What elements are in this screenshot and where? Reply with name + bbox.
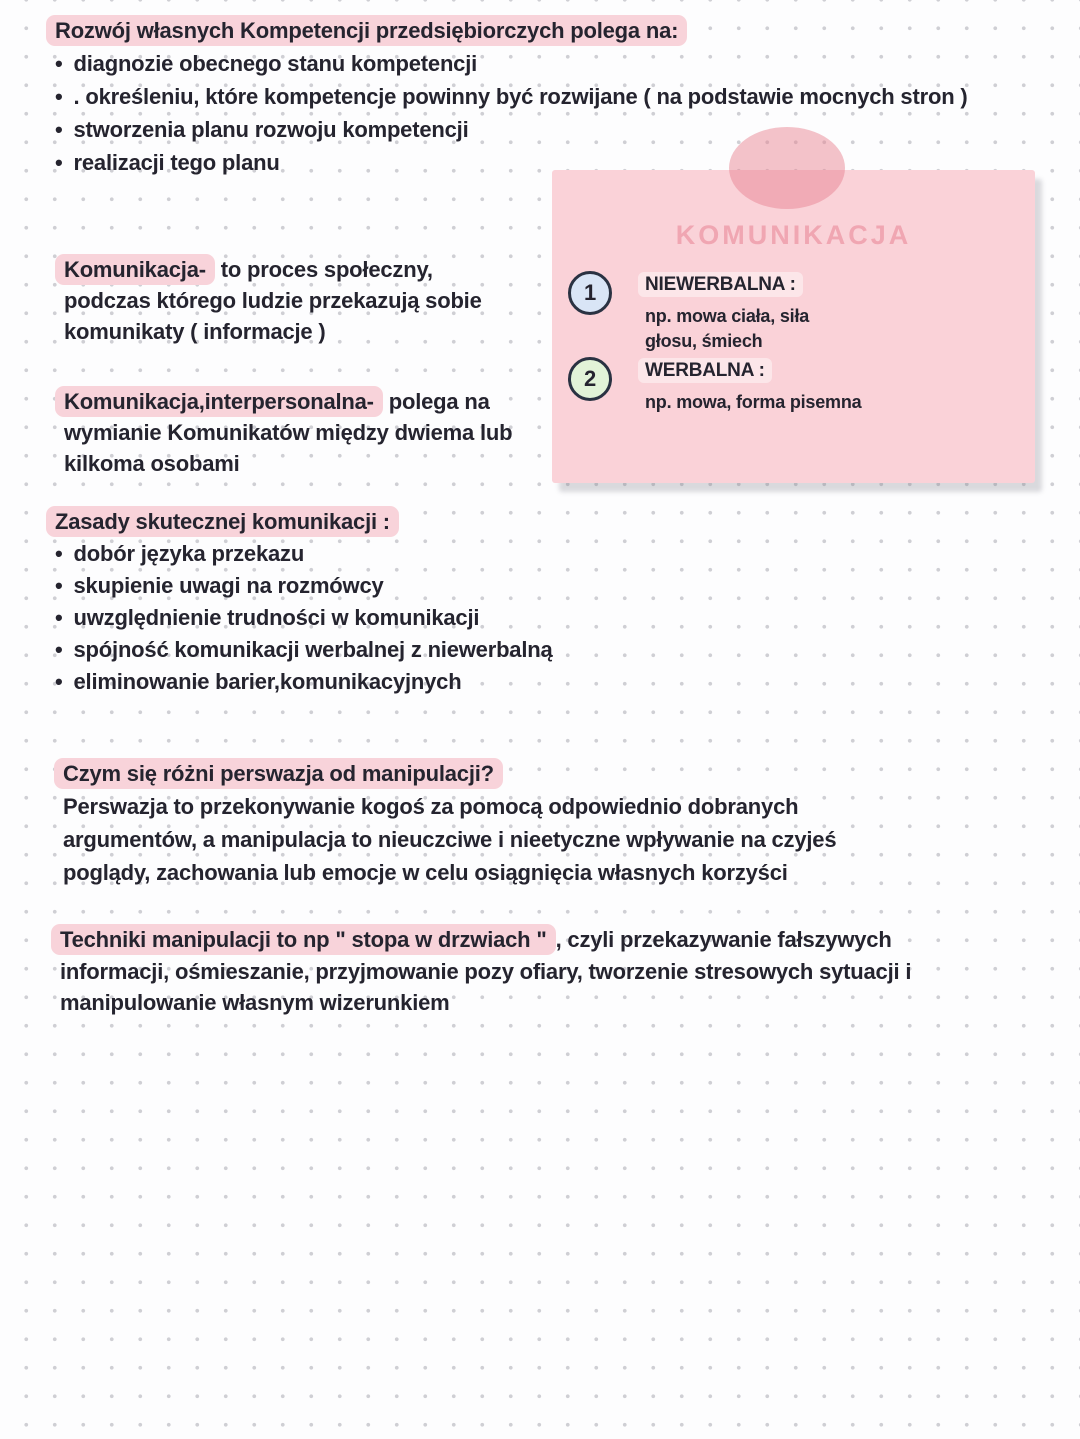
paragraph-text: , czyli przekazywanie fałszywych xyxy=(555,927,892,952)
definition-text: polega na xyxy=(382,389,490,414)
note-item-description: np. mowa ciała, siła xyxy=(645,306,810,326)
list-item-text: realizacji tego planu xyxy=(73,150,280,175)
bullet-dot: • xyxy=(55,605,63,630)
definition-line xyxy=(64,254,482,285)
communication-note-card xyxy=(552,170,1035,483)
section-heading xyxy=(63,757,836,790)
highlighted-term: Komunikacja,interpersonalna- xyxy=(55,386,383,417)
bullet-dot: • xyxy=(55,150,63,175)
note-item-label: WERBALNA : xyxy=(645,358,861,384)
section-heading xyxy=(55,14,967,47)
list-item xyxy=(55,602,553,634)
paragraph-line: Perswazja to przekonywanie kogoś za pomocą odpowiednio dobranych xyxy=(63,794,799,819)
note-item-description: głosu, śmiech xyxy=(645,330,763,351)
definition-text: to proces społeczny, xyxy=(214,257,433,282)
number-badge-2 xyxy=(568,357,612,401)
section-communication-rules xyxy=(55,506,553,698)
paragraph-line: informacji, ośmieszanie, przyjmowanie pozy ofiary, tworzenie stresowych sytuacji i xyxy=(60,958,912,984)
list-item-text: dobór języka przekazu xyxy=(73,541,305,566)
note-item-description: np. mowa, forma pisemna xyxy=(645,392,862,412)
badge-number: 1 xyxy=(583,280,597,305)
highlighted-heading: Czym się różni perswazja od manipulacji? xyxy=(54,758,503,789)
bullet-dot: • xyxy=(55,637,63,662)
highlighted-term: Komunikacja- xyxy=(55,254,215,285)
paragraph-line: manipulowanie własnym wizerunkiem xyxy=(60,990,450,1015)
bullet-dot: • xyxy=(55,541,63,566)
number-badge-1 xyxy=(568,271,612,315)
section-persuasion xyxy=(63,757,836,889)
definition-line: podczas którego ludzie przekazują sobie xyxy=(64,288,482,313)
definition-line: komunikaty ( informacje ) xyxy=(64,319,326,344)
note-item-label: NIEWERBALNA : xyxy=(645,272,809,298)
list-item-text: diagnozie obecnego stanu kompetencji xyxy=(73,51,478,76)
note-item-nonverbal xyxy=(645,272,809,353)
section-manipulation-techniques xyxy=(60,924,911,1019)
bullet-dot: • xyxy=(55,84,63,109)
section-communication-definition xyxy=(64,254,482,347)
paragraph-line: argumentów, a manipulacja to nieuczciwe i nieetyczne wpływanie na czyjeś xyxy=(63,827,837,852)
bullet-dot: • xyxy=(55,573,63,598)
list-item xyxy=(55,538,553,570)
washi-tape-ellipse xyxy=(729,127,845,209)
list-item xyxy=(55,570,553,602)
paragraph-line: poglądy, zachowania lub emocje w celu osiągnięcia własnych korzyści xyxy=(63,860,788,885)
highlighted-heading: Zasady skutecznej komunikacji : xyxy=(46,506,399,537)
section-interpersonal-definition xyxy=(64,386,512,479)
bullet-dot: • xyxy=(55,117,63,142)
list-item xyxy=(55,80,967,113)
list-item-text: eliminowanie barier,komunikacyjnych xyxy=(73,669,462,694)
list-item xyxy=(55,47,967,80)
definition-line: kilkoma osobami xyxy=(64,451,240,476)
highlighted-phrase: Techniki manipulacji to np " stopa w drzwiach " xyxy=(51,924,556,955)
list-item xyxy=(55,666,553,698)
list-item-text: uwzględnienie trudności w komunikacji xyxy=(73,605,480,630)
note-card-title: KOMUNIKACJA xyxy=(675,220,912,250)
list-item-text: . określeniu, które kompetencje powinny być rozwijane ( na podstawie mocnych stron ) xyxy=(73,84,968,109)
bullet-dot: • xyxy=(55,51,63,76)
list-item-text: spójność komunikacji werbalnej z niewerbalną xyxy=(73,637,553,662)
paragraph-line xyxy=(60,924,911,956)
list-item-text: skupienie uwagi na rozmówcy xyxy=(73,573,384,598)
bullet-dot: • xyxy=(55,669,63,694)
list-item-text: stworzenia planu rozwoju kompetencji xyxy=(73,117,469,142)
note-item-verbal xyxy=(645,358,861,415)
definition-line xyxy=(64,386,512,417)
list-item xyxy=(55,634,553,666)
badge-number: 2 xyxy=(583,366,597,391)
highlighted-heading: Rozwój własnych Kompetencji przedsiębiorczych polega na: xyxy=(46,15,687,46)
section-heading xyxy=(55,506,553,538)
definition-line: wymianie Komunikatów między dwiema lub xyxy=(64,420,513,445)
